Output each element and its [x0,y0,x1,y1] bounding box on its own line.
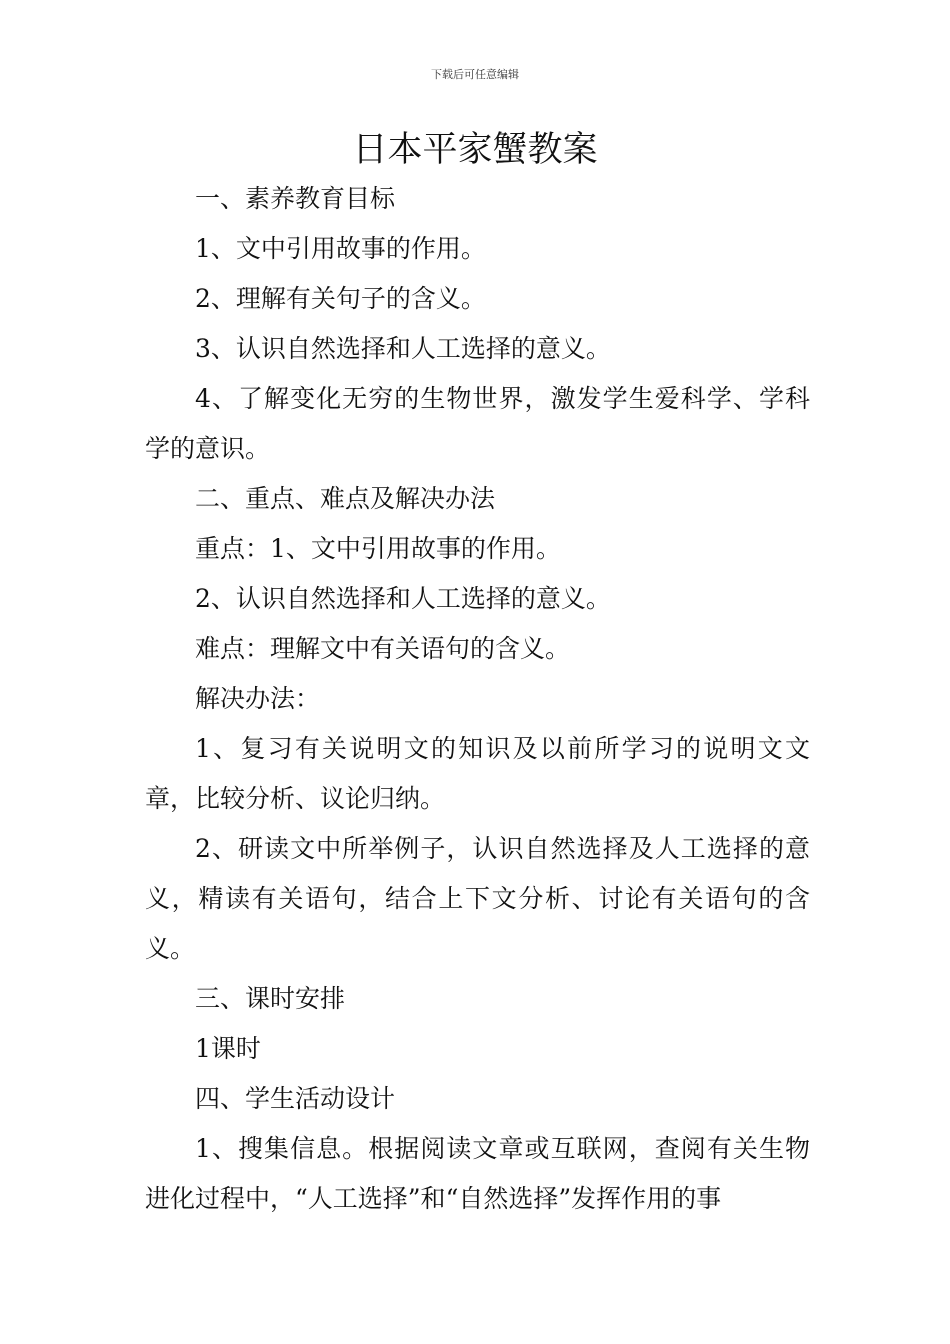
header-note: 下载后可任意编辑 [431,68,519,81]
section-heading-goals: 一、素养教育目标 [195,184,396,213]
document-body [145,174,810,1224]
paragraph: 3、认识自然选择和人工选择的意义。 [195,334,611,363]
paragraph: 1、搜集信息。根据阅读文章或互联网，查阅有关生物进化过程中，“人工选择”和“自然选择”发挥作用的事 [145,1134,810,1213]
document-title: 日本平家蟹教案 [352,130,598,170]
paragraph: 1、复习有关说明文的知识及以前所学习的说明文文章，比较分析、议论归纳。 [145,734,810,813]
paragraph: 解决办法： [195,684,321,713]
paragraph: 重点：1、文中引用故事的作用。 [195,534,561,563]
paragraph: 1课时 [195,1034,261,1063]
paragraph: 4、了解变化无穷的生物世界，激发学生爱科学、学科学的意识。 [145,384,810,463]
paragraph: 2、认识自然选择和人工选择的意义。 [195,584,611,613]
paragraph: 2、理解有关句子的含义。 [195,284,486,313]
section-heading-key-points: 二、重点、难点及解决办法 [195,484,496,513]
paragraph: 难点：理解文中有关语句的含义。 [195,634,571,663]
paragraph: 2、研读文中所举例子，认识自然选择及人工选择的意义，精读有关语句，结合上下文分析、讨论有关语句的含义。 [145,834,810,963]
section-heading-schedule: 三、课时安排 [195,984,346,1013]
section-heading-activities: 四、学生活动设计 [195,1084,396,1113]
paragraph: 1、文中引用故事的作用。 [195,234,486,263]
